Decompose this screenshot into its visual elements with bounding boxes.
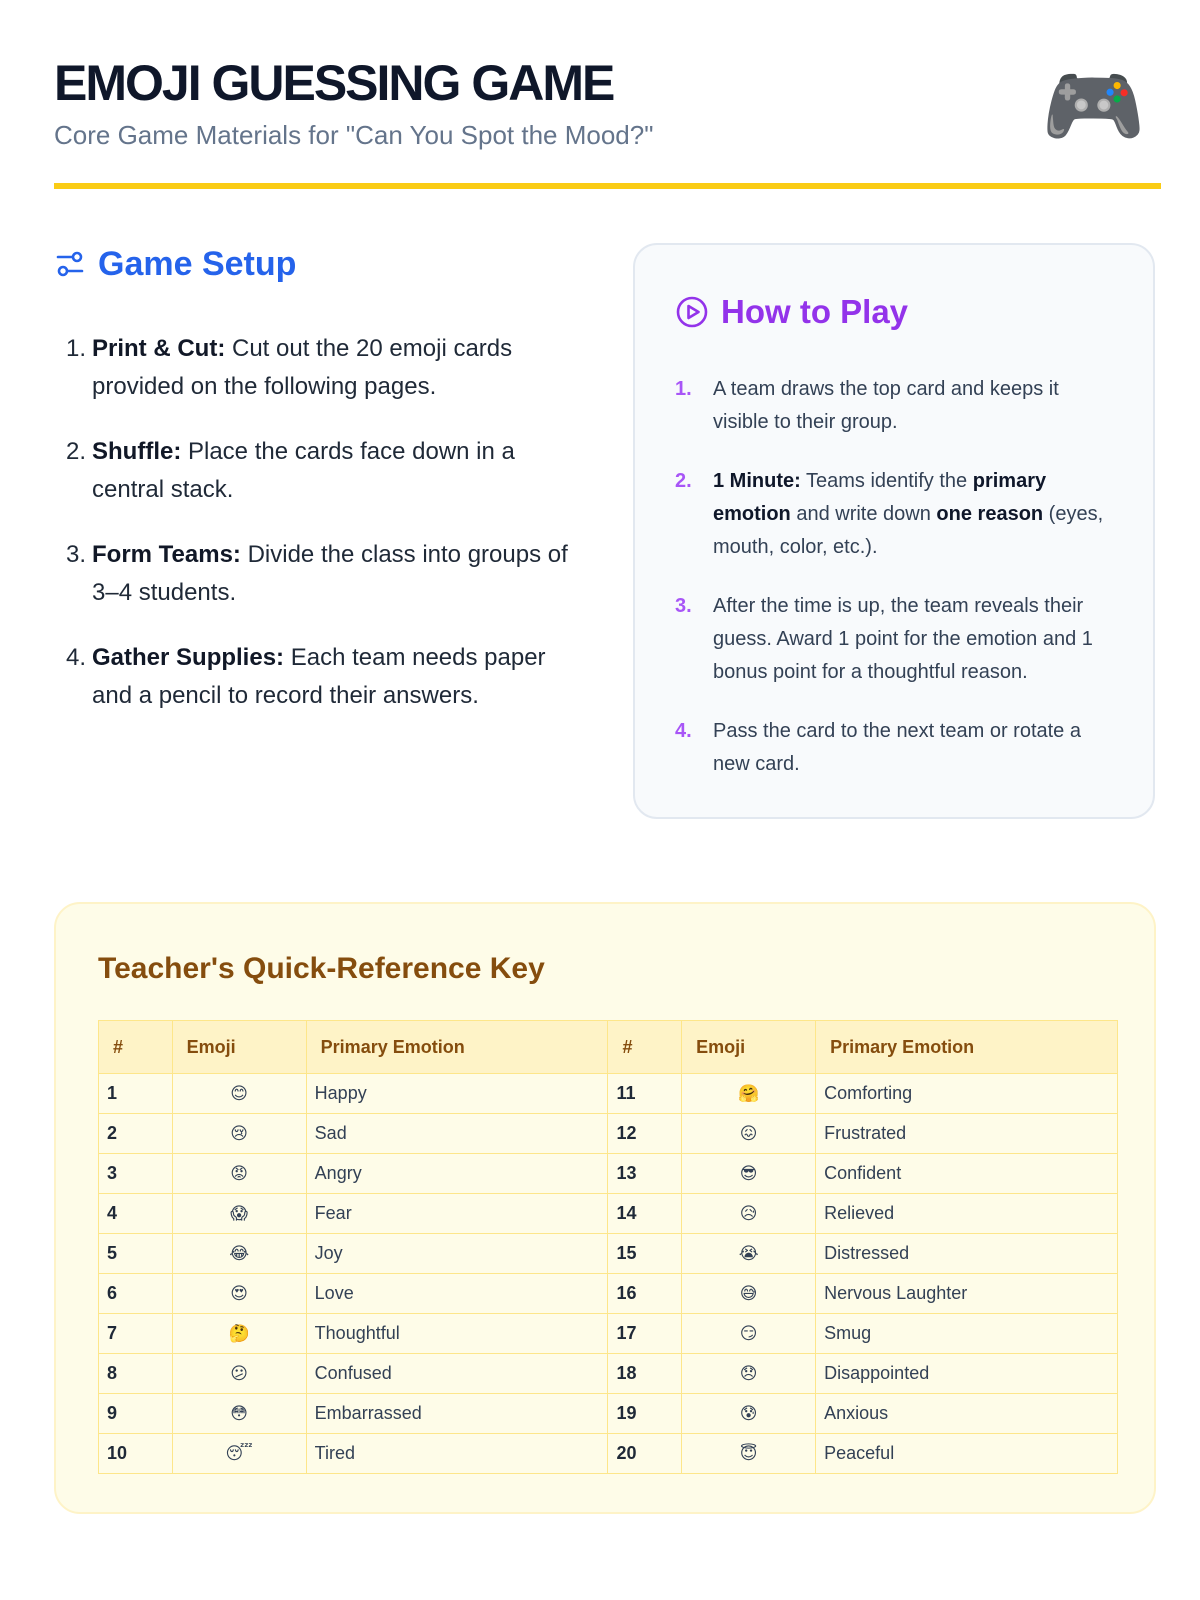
step-text-part: and write down [790, 503, 937, 525]
column-header: Emoji [172, 1021, 306, 1074]
quick-reference-title: Teacher's Quick-Reference Key [98, 952, 545, 985]
step-number: 4. [65, 644, 86, 671]
table-row [99, 1314, 1118, 1354]
emotion-cell: Frustrated [816, 1114, 1118, 1154]
column-header: # [608, 1021, 682, 1074]
step-label: Form Teams: [92, 541, 241, 568]
emphasis-one-reason: one reason [936, 503, 1044, 525]
setup-step [54, 536, 574, 612]
emotion-cell: Smug [816, 1314, 1118, 1354]
emoji-cell: 😭 [682, 1234, 816, 1274]
step-description: Each team needs paper and a pencil to record their answers. [92, 644, 546, 709]
step-number: 2. [65, 438, 86, 465]
how-to-play-steps [675, 373, 1111, 781]
step-number: 3. [65, 541, 86, 568]
step-description: Divide the class into groups of 3–4 students. [92, 541, 568, 606]
game-setup-heading [54, 240, 574, 288]
step-text-part: (eyes, mouth, color, etc.). [713, 503, 1104, 558]
emoji-cell: 😡 [172, 1154, 306, 1194]
play-step [675, 373, 1111, 439]
row-number: 17 [608, 1314, 682, 1354]
emotion-cell: Embarrassed [306, 1394, 608, 1434]
how-to-play-heading [675, 291, 1111, 333]
game-setup-title: Game Setup [98, 244, 297, 283]
row-number: 20 [608, 1434, 682, 1474]
emoji-cell: 😍 [172, 1274, 306, 1314]
step-text: Pass the card to the next team or rotate a new card. [713, 720, 1081, 775]
emotion-cell: Anxious [816, 1394, 1118, 1434]
emoji-cell: 😕 [172, 1354, 306, 1394]
emotion-cell: Angry [306, 1154, 608, 1194]
step-text [92, 536, 574, 612]
row-number: 5 [99, 1234, 173, 1274]
row-number: 14 [608, 1194, 682, 1234]
step-description: Place the cards face down in a central stack. [92, 438, 515, 503]
step-text [92, 330, 574, 406]
setup-step [54, 330, 574, 406]
row-number: 19 [608, 1394, 682, 1434]
emoji-cell: 😖 [682, 1114, 816, 1154]
row-number: 9 [99, 1394, 173, 1434]
step-number: 1. [65, 335, 86, 362]
emoji-cell: 😅 [682, 1274, 816, 1314]
row-number: 1 [99, 1074, 173, 1114]
emotion-cell: Joy [306, 1234, 608, 1274]
emotion-cell: Thoughtful [306, 1314, 608, 1354]
step-number: 4. [675, 720, 692, 742]
emotion-cell: Confident [816, 1154, 1118, 1194]
table-row [99, 1434, 1118, 1474]
emotion-cell: Happy [306, 1074, 608, 1114]
row-number: 7 [99, 1314, 173, 1354]
step-number: 3. [675, 595, 692, 617]
play-step [675, 590, 1111, 689]
emoji-cell: 😂 [172, 1234, 306, 1274]
emotion-cell: Relieved [816, 1194, 1118, 1234]
setup-steps-list [54, 330, 574, 715]
how-to-play-card [633, 243, 1155, 819]
column-header: Primary Emotion [816, 1021, 1118, 1074]
emoji-cell: 😎 [682, 1154, 816, 1194]
step-text [92, 433, 574, 509]
column-header: # [99, 1021, 173, 1074]
emoji-cell: 😊 [172, 1074, 306, 1114]
step-description: Cut out the 20 emoji cards provided on the following pages. [92, 335, 513, 400]
emotion-cell: Fear [306, 1194, 608, 1234]
emoji-cell: 😇 [682, 1434, 816, 1474]
table-row [99, 1154, 1118, 1194]
row-number: 18 [608, 1354, 682, 1394]
reference-table [98, 1020, 1118, 1474]
table-row [99, 1194, 1118, 1234]
emotion-cell: Disappointed [816, 1354, 1118, 1394]
table-header-row [99, 1021, 1118, 1074]
row-number: 16 [608, 1274, 682, 1314]
emphasis-primary-emotion: primary emotion [713, 470, 1047, 525]
table-body [99, 1074, 1118, 1474]
emotion-cell: Distressed [816, 1234, 1118, 1274]
step-label: 1 Minute: [713, 470, 801, 492]
row-number: 11 [608, 1074, 682, 1114]
step-text-part: Teams identify the [800, 470, 973, 492]
row-number: 8 [99, 1354, 173, 1394]
emotion-cell: Nervous Laughter [816, 1274, 1118, 1314]
emoji-cell: 😱 [172, 1194, 306, 1234]
row-number: 10 [99, 1434, 173, 1474]
page-subtitle: Core Game Materials for "Can You Spot the Mood?" [54, 120, 654, 150]
how-to-play-title: How to Play [721, 293, 909, 330]
setup-step [54, 639, 574, 715]
column-header: Emoji [682, 1021, 816, 1074]
header-divider [54, 183, 1161, 189]
step-text: After the time is up, the team reveals their guess. Award 1 point for the emotion and 1 bonus point for a thoughtful reason. [713, 595, 1093, 683]
step-text: A team draws the top card and keeps it visible to their group. [713, 378, 1059, 433]
emoji-cell: 🤔 [172, 1314, 306, 1354]
table-row [99, 1234, 1118, 1274]
step-label: Gather Supplies: [92, 644, 285, 671]
row-number: 3 [99, 1154, 173, 1194]
play-circle-icon [675, 295, 709, 329]
play-step [675, 715, 1111, 781]
step-text [713, 465, 1111, 564]
sliders-icon [54, 248, 86, 280]
column-header: Primary Emotion [306, 1021, 608, 1074]
page-header [54, 54, 1146, 188]
row-number: 12 [608, 1114, 682, 1154]
row-number: 15 [608, 1234, 682, 1274]
table-row [99, 1354, 1118, 1394]
game-setup-section [54, 240, 574, 742]
game-controller-icon: 🎮 [1041, 57, 1146, 155]
step-number: 1. [675, 378, 692, 400]
emotion-cell: Peaceful [816, 1434, 1118, 1474]
step-label: Print & Cut: [92, 335, 226, 362]
table-row [99, 1274, 1118, 1314]
emoji-cell: 😴 [172, 1434, 306, 1474]
emotion-cell: Tired [306, 1434, 608, 1474]
row-number: 6 [99, 1274, 173, 1314]
row-number: 13 [608, 1154, 682, 1194]
emotion-cell: Comforting [816, 1074, 1118, 1114]
table-row [99, 1114, 1118, 1154]
row-number: 2 [99, 1114, 173, 1154]
step-label: Shuffle: [92, 438, 182, 465]
step-text [92, 639, 574, 715]
emotion-cell: Sad [306, 1114, 608, 1154]
quick-reference-key [54, 902, 1156, 1514]
table-row [99, 1394, 1118, 1434]
emoji-cell: 😞 [682, 1354, 816, 1394]
step-number: 2. [675, 470, 692, 492]
table-row [99, 1074, 1118, 1114]
emoji-cell: 😰 [682, 1394, 816, 1434]
row-number: 4 [99, 1194, 173, 1234]
play-step [675, 465, 1111, 564]
setup-step [54, 433, 574, 509]
emoji-cell: 😳 [172, 1394, 306, 1434]
emoji-cell: 😥 [682, 1194, 816, 1234]
emoji-cell: 😏 [682, 1314, 816, 1354]
emotion-cell: Confused [306, 1354, 608, 1394]
page-title: EMOJI GUESSING GAME [54, 55, 614, 111]
emotion-cell: Love [306, 1274, 608, 1314]
emoji-cell: 😢 [172, 1114, 306, 1154]
emoji-cell: 🤗 [682, 1074, 816, 1114]
